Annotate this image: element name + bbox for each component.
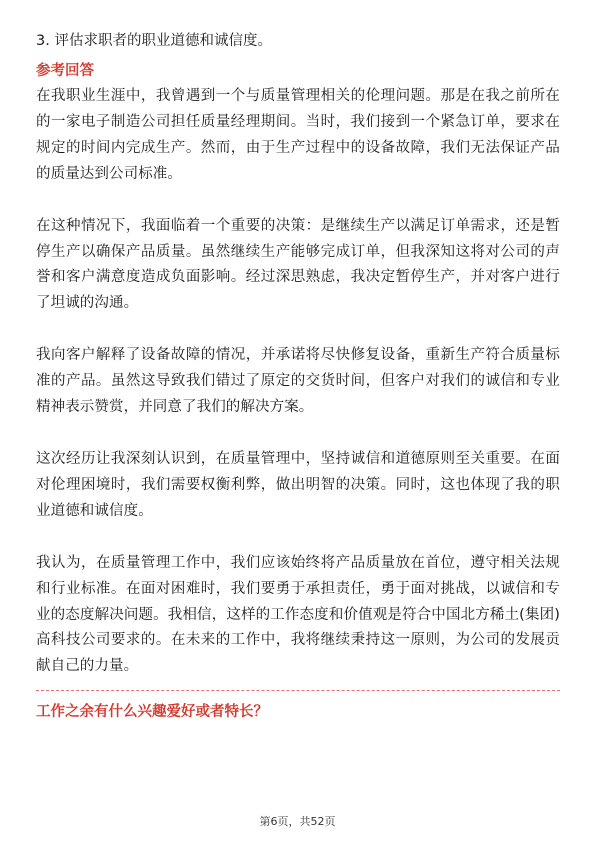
page-content [36,28,560,725]
answer-paragraph-2: 在这种情况下，我面临着一个重要的决策：是继续生产以满足订单需求，还是暂停生产以确保产品质量。虽然继续生产能够完成订单，但我深知这将对公司的声誉和客户满意度造成负面影响。经过深思熟虑，我决定暂停生产，并对客户进行了坦诚的沟通。 [36,217,560,312]
question-heading: 3. 评估求职者的职业道德和诚信度。 [36,33,272,49]
section-divider [36,690,560,691]
page-number-footer: 第6页，共52页 [259,815,336,828]
answer-paragraph-1: 在我职业生涯中，我曾遇到一个与质量管理相关的伦理问题。那是在我之前所在的一家电子制造公司担任质量经理期间。当时，我们接到一个紧急订单，要求在规定的时间内完成生产。然而，由于生产过程中的设备故障，我们无法保证产品的质量达到公司标准。 [36,88,560,182]
answer-paragraph-4: 这次经历让我深刻认识到，在质量管理中，坚持诚信和道德原则至关重要。在面对伦理困境时，我们需要权衡利弊，做出明智的决策。同时，这也体现了我的职业道德和诚信度。 [36,450,560,519]
answer-paragraph-3: 我向客户解释了设备故障的情况，并承诺将尽快修复设备，重新生产符合质量标准的产品。虽然这导致我们错过了原定的交货时间，但客户对我们的诚信和专业精神表示赞赏，并同意了我们的解决方案。 [36,347,560,416]
answer-label: 参考回答 [36,63,94,79]
next-question-heading: 工作之余有什么兴趣爱好或者特长？ [36,704,268,721]
answer-paragraph-5: 我认为，在质量管理工作中，我们应该始终将产品质量放在首位，遵守相关法规和行业标准。在面对困难时，我们要勇于承担责任，勇于面对挑战，以诚信和专业的态度解决问题。我相信，这样的工作态度和价值观是符合中国北方稀土(集团)高科技公司要求的。在未来的工作中，我将继续秉持这一原则，为公司的发展贡献自己的力量。 [36,554,560,675]
